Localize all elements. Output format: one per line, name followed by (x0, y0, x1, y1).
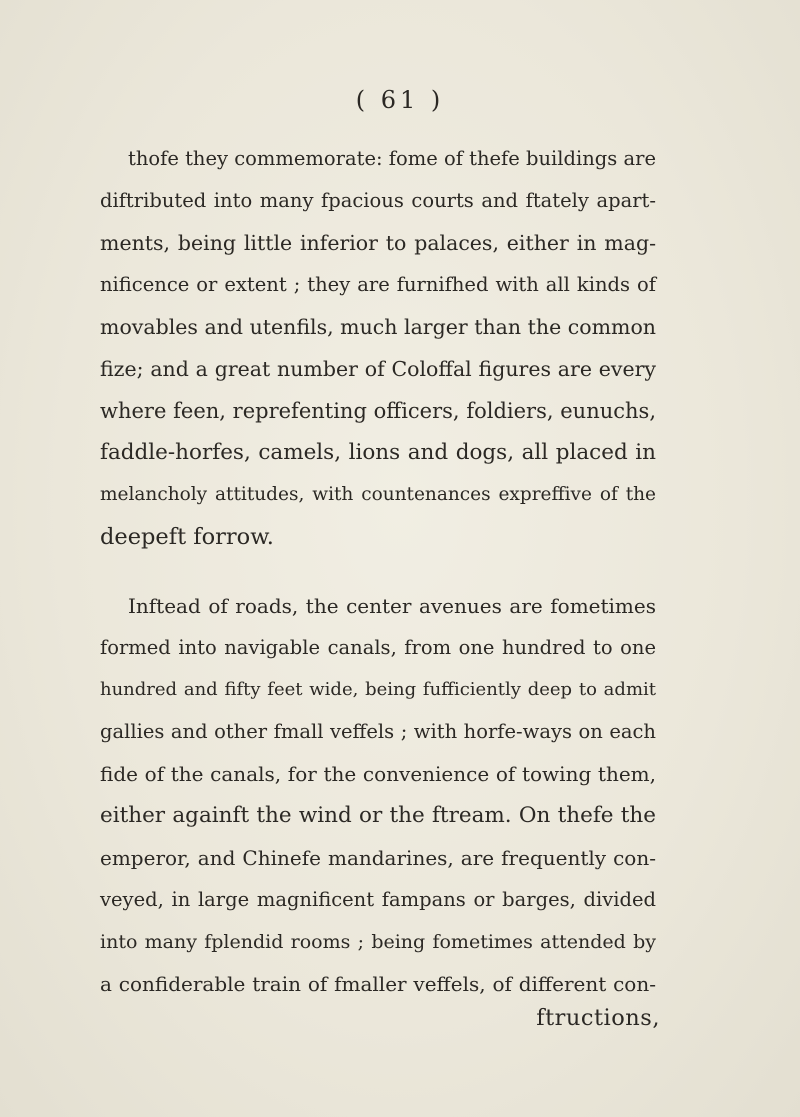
page-number: ( 61 ) (355, 86, 445, 114)
text-line: veyed, in large magnificent fampans or barges, divided (100, 888, 656, 911)
text-line: thofe they commemorate: fome of thefe buildings are (128, 147, 656, 170)
text-line: formed into navigable canals, from one hundred to one (100, 636, 656, 659)
text-line: into many fplendid rooms ; being fometimes attended by (100, 931, 656, 953)
text-line: emperor, and Chinefe mandarines, are frequently con- (100, 846, 656, 870)
text-line: deepeft forrow. (100, 524, 274, 550)
catchword: ftructions, (536, 1005, 660, 1031)
text-line: a confiderable train of fmaller veffels, of different con- (100, 972, 656, 996)
text-line: movables and utenfils, much larger than the common (100, 315, 656, 339)
text-line: gallies and other fmall veffels ; with horfe-ways on each (100, 720, 656, 743)
text-line: either againft the wind or the ftream. On thefe the (100, 803, 656, 828)
text-line: where feen, reprefenting officers, foldiers, eunuchs, (100, 399, 656, 423)
text-line: diftributed into many fpacious courts and ftately apart- (100, 189, 656, 212)
text-line: nificence or extent ; they are furnifhed with all kinds of (100, 273, 656, 296)
text-line: fize; and a great number of Coloffal figures are every (100, 357, 656, 381)
text-line: Inftead of roads, the center avenues are fometimes (128, 594, 656, 618)
text-line: fide of the canals, for the convenience of towing them, (100, 762, 656, 786)
text-line: melancholy attitudes, with countenances expreffive of the (100, 484, 656, 505)
text-line: faddle-horfes, camels, lions and dogs, all placed in (100, 440, 656, 465)
text-line: hundred and fifty feet wide, being fufficiently deep to admit (100, 679, 656, 700)
text-line: ments, being little inferior to palaces, either in mag- (100, 231, 656, 255)
